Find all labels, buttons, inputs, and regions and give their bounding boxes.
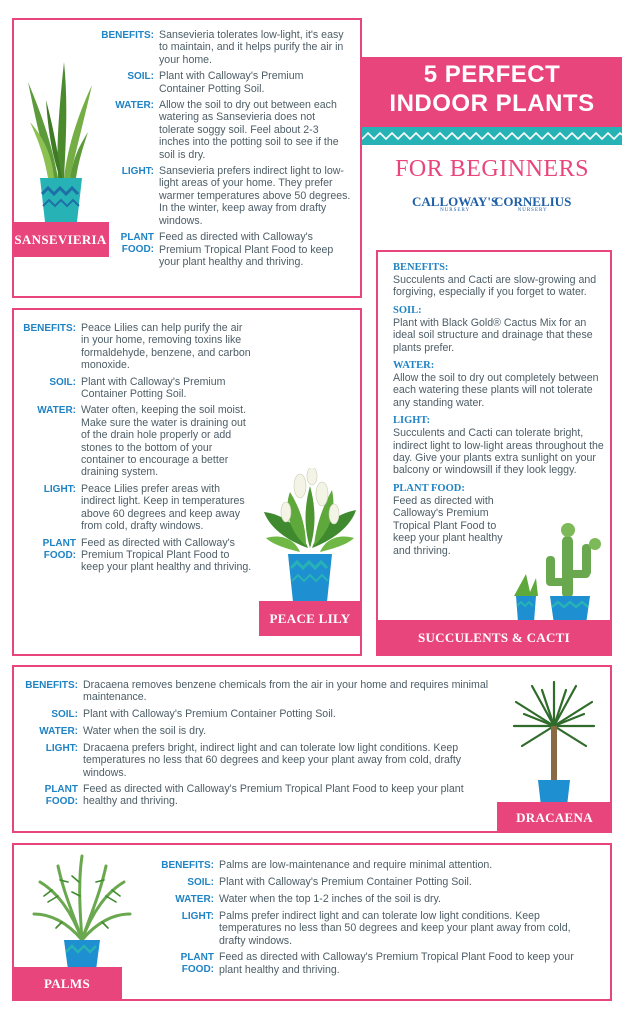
- info-text: Succulents and Cacti can tolerate bright, indirect light to low-light areas throughout the day. Give your plants extra sunlight on your balcony or windowsill if they look leggy.: [393, 427, 604, 477]
- info-label: LIGHT:: [45, 742, 78, 754]
- palms-info: [158, 859, 598, 980]
- info-label: BENEFITS:: [23, 323, 76, 334]
- palm-icon: [32, 852, 132, 972]
- info-label: BENEFITS:: [393, 262, 449, 273]
- peace-lily-info: [20, 322, 252, 578]
- info-row: [100, 231, 352, 268]
- info-text: Plant with Calloway's Premium Container Potting Soil.: [83, 707, 336, 720]
- info-text: Feed as directed with Calloway's Premium Tropical Plant Food to keep your plant healthy and thriving.: [393, 494, 503, 557]
- label-succulents-cacti: SUCCULENTS & CACTI: [376, 620, 612, 656]
- info-text: Plant with Calloway's Premium Container Potting Soil.: [219, 876, 472, 888]
- info-label: BENEFITS:: [25, 680, 78, 691]
- logo-cornelius-sub: NURSERY: [517, 208, 548, 213]
- info-row: [158, 893, 598, 906]
- info-row: [20, 404, 252, 478]
- logo-cornelius-text: CORNELIUS: [494, 194, 572, 209]
- info-text: Palms prefer indirect light and can tolerate low light conditions. Keep temperatures no less than 50 degrees and keep your plant away from cold, drafty windows.: [219, 910, 571, 947]
- info-text: Water when the soil is dry.: [83, 724, 207, 737]
- dracaena-icon: [510, 678, 598, 808]
- peace-lily-icon: [260, 468, 360, 603]
- info-label: SOIL:: [393, 304, 422, 316]
- info-text: Allow the soil to dry out between each watering as Sansevieria does not tolerate soggy soil. Feel about 2-3 inches into the potting soil to see if the soil is dry.: [159, 99, 339, 161]
- info-label: LIGHT:: [121, 166, 154, 178]
- info-text: Feed as directed with Calloway's Premium Tropical Plant Food to keep your plant healthy and thriving.: [159, 231, 334, 268]
- info-text: Peace Lilies can help purify the air in your home, removing toxins like formaldehyde, benzene, and carbon monoxide.: [81, 322, 251, 372]
- info-row: [393, 415, 608, 477]
- info-label: SOIL:: [49, 376, 76, 388]
- info-row: [20, 537, 252, 574]
- info-row: [20, 708, 490, 721]
- page-title: [362, 60, 622, 118]
- info-label: BENEFITS:: [161, 860, 214, 871]
- title-line-2: INDOOR PLANTS: [389, 90, 595, 117]
- sansevieria-info: [100, 29, 352, 272]
- label-peace-lily: PEACE LILY: [259, 601, 361, 636]
- info-row: [100, 99, 352, 161]
- info-label: WATER:: [393, 360, 435, 372]
- info-text: Water when the top 1-2 inches of the soil is dry.: [219, 893, 441, 905]
- info-row: [20, 322, 252, 372]
- info-text: Plant with Calloway's Premium Container Potting Soil.: [81, 375, 226, 401]
- info-row: [158, 876, 598, 889]
- info-label: PLANT FOOD:: [44, 784, 78, 808]
- info-label: BENEFITS:: [101, 30, 154, 41]
- info-label: SOIL:: [187, 877, 214, 888]
- info-label: LIGHT:: [43, 483, 76, 495]
- logo-calloways-sub: NURSERY: [440, 208, 471, 213]
- info-row: [20, 483, 252, 533]
- label-sansevieria: SANSEVIERIA: [12, 222, 109, 257]
- info-row: [20, 679, 490, 704]
- zigzag-divider: [362, 127, 622, 145]
- info-label: WATER:: [37, 405, 76, 417]
- info-label: WATER:: [39, 725, 78, 737]
- info-text: Dracaena prefers bright, indirect light and can tolerate low light conditions. Keep temperatures no less that 60 degrees and keep your plant away from cold, drafty windows.: [83, 741, 462, 779]
- dracaena-info: [20, 679, 490, 812]
- title-line-1: 5 PERFECT: [423, 61, 561, 88]
- info-text: Feed as directed with Calloway's Premium Tropical Plant Food to keep your plant healthy and thriving.: [219, 951, 574, 976]
- page-subtitle: FOR BEGINNERS: [395, 156, 589, 182]
- info-label: PLANT FOOD:: [393, 482, 465, 494]
- info-row: [20, 742, 490, 779]
- info-row: [100, 165, 352, 227]
- info-label: LIGHT:: [181, 911, 214, 922]
- logo-cornelius: [494, 195, 571, 214]
- info-text: Palms are low-maintenance and require minimal attention.: [219, 859, 493, 871]
- info-label: PLANT FOOD:: [120, 232, 154, 256]
- info-text: Plant with Black Gold® Cactus Mix for an ideal soil structure and drainage that these plants prefer.: [393, 316, 593, 354]
- info-row: [100, 29, 352, 66]
- label-palms: PALMS: [12, 967, 122, 1001]
- label-dracaena: DRACAENA: [497, 802, 612, 833]
- info-row: [158, 859, 598, 872]
- info-row: [100, 70, 352, 95]
- info-text: Peace Lilies prefer areas with indirect light. Keep in temperatures above 60 degrees and keep away from cold, drafty windows.: [81, 482, 245, 533]
- info-text: Water often, keeping the soil moist. Make sure the water is draining out of the drain hole properly or add stones to the bottom of your container to encourage a better draining system.: [81, 404, 247, 479]
- logo-calloways-text: CALLOWAY'S: [412, 194, 499, 209]
- info-text: Dracaena removes benzene chemicals from the air in your home and requires minimal maintenance.: [83, 679, 489, 704]
- info-row: [20, 376, 252, 401]
- info-label: WATER:: [175, 894, 214, 905]
- info-row: [393, 262, 608, 299]
- info-text: Feed as directed with Calloway's Premium Tropical Plant Food to keep your plant healthy and thriving.: [83, 783, 464, 808]
- info-text: Allow the soil to dry out completely between each watering these plants will not tolerate any standing water.: [393, 372, 599, 409]
- info-text: Feed as directed with Calloway's Premium Tropical Plant Food to keep your plant healthy and thriving.: [81, 536, 252, 574]
- info-text: Sansevieria prefers indirect light to low-light areas of your home. They prefer warmer temperatures above 50 degrees. In the winter, keep away from drafty windows.: [159, 165, 351, 227]
- info-label: PLANT FOOD:: [180, 952, 214, 976]
- info-row: [393, 360, 608, 409]
- info-text: Succulents and Cacti are slow-growing and forgiving, especially if you forget to water.: [393, 274, 597, 299]
- info-text: Plant with Calloway's Premium Container Potting Soil.: [159, 70, 304, 95]
- info-row: [158, 951, 598, 976]
- info-row: [20, 783, 490, 808]
- snake-plant-icon: [22, 60, 97, 225]
- info-row: [20, 725, 490, 738]
- info-label: WATER:: [115, 100, 154, 112]
- info-label: LIGHT:: [393, 415, 431, 427]
- info-label: SOIL:: [51, 708, 78, 720]
- logo-calloways: [412, 195, 498, 214]
- cactus-icon: [506, 514, 616, 626]
- info-label: PLANT FOOD:: [42, 537, 76, 561]
- info-row: [158, 910, 598, 947]
- info-text: Sansevieria tolerates low-light, it's easy to maintain, and it helps purify the air in your home.: [159, 29, 344, 66]
- info-row: [393, 305, 608, 354]
- info-label: SOIL:: [127, 71, 154, 83]
